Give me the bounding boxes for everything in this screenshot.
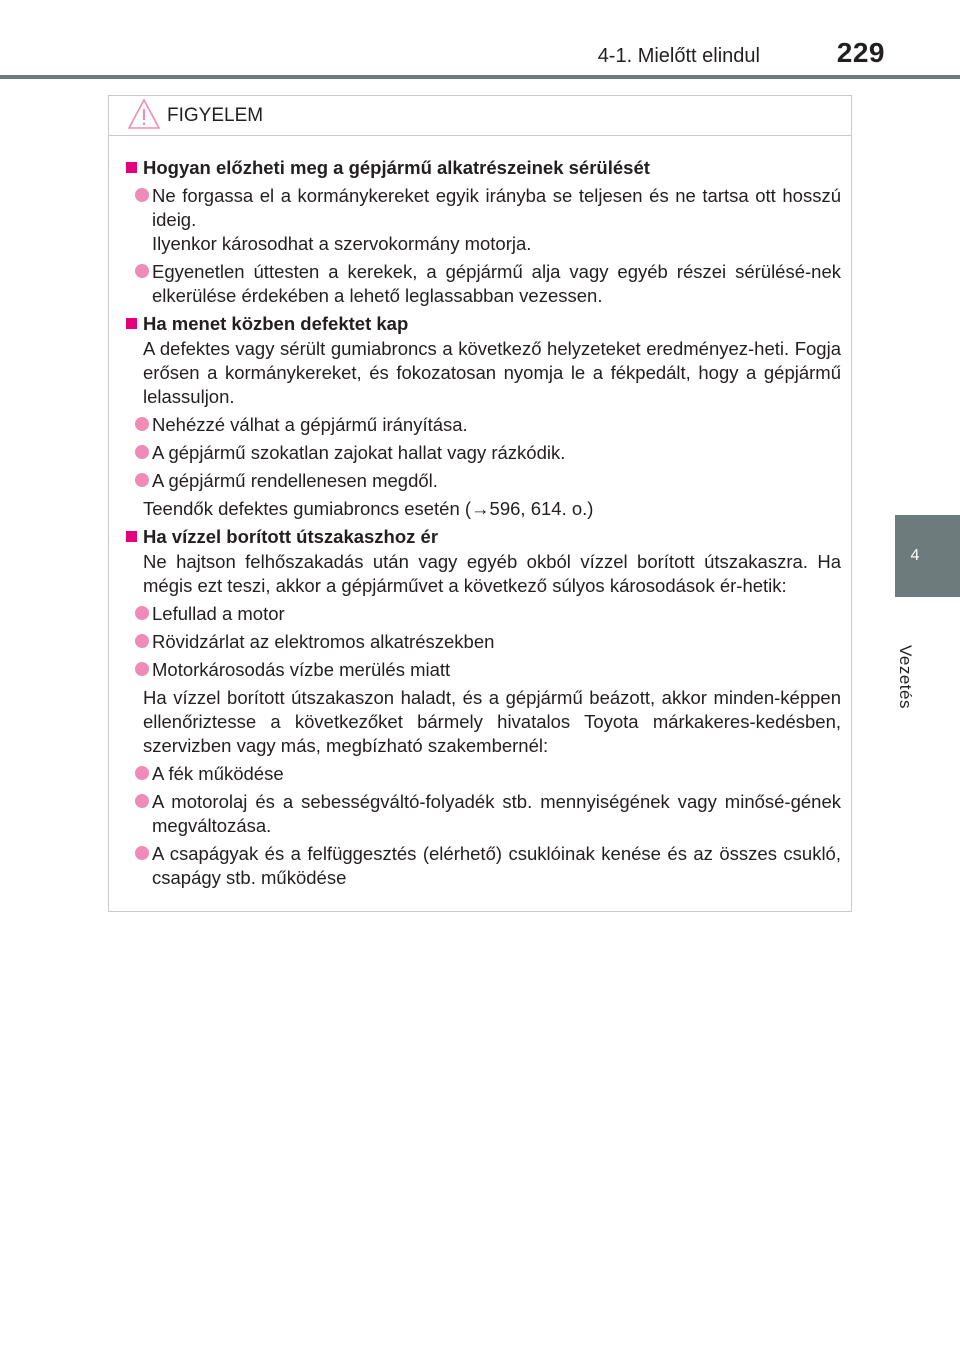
page-number: 229 [836,37,885,68]
list-item: A fék működése [126,762,841,786]
paragraph: Ha vízzel borított útszakaszon haladt, és a gépjármű beázott, akkor minden-képpen ellenőriztesse a következőket bármely hivatalos Toyota márkakeres-kedésben, szervizben vagy más, megbízható szakembernél: [143,687,841,756]
paragraph: Teendők defektes gumiabroncs esetén (→596, 614. o.) [143,498,594,519]
square-bullet-icon [126,318,137,329]
list-item: A gépjármű rendellenesen megdől. [126,469,841,493]
section-heading: Ha vízzel borított útszakaszhoz ér [126,525,841,549]
list-item: Ne forgassa el a kormánykereket egyik irányba se teljesen és ne tartsa ott hosszú ideig. Ilyenkor károsodhat a szervokormány motorja. [126,184,841,256]
list-item: A motorolaj és a sebességváltó-folyadék stb. mennyiségének vagy minősé-gének megváltozása. [126,790,841,838]
square-bullet-icon [126,531,137,542]
chapter-number: 4 [910,547,920,564]
list-item: A gépjármű szokatlan zajokat hallat vagy rázkódik. [126,441,841,465]
list-item: Motorkárosodás vízbe merülés miatt [126,658,841,682]
warning-triangle-icon [127,98,161,130]
round-bullet-icon [135,766,149,780]
list-item: A csapágyak és a felfüggesztés (elérhető) csuklóinak kenése és az összes csukló, csapágy stb. működése [126,842,841,890]
page-header [0,0,960,80]
paragraph: Ne hajtson felhőszakadás után vagy egyéb okból vízzel borított útszakaszra. Ha mégis ezt teszi, akkor a gépjárművet a következő súlyos károsodások ér-hetik: [143,551,841,596]
chapter-label: Vezetés [896,645,915,709]
round-bullet-icon [135,662,149,676]
list-item-note: Ilyenkor károsodhat a szervokormány motorja. [152,233,532,254]
round-bullet-icon [135,473,149,487]
round-bullet-icon [135,188,149,202]
round-bullet-icon [135,634,149,648]
warning-header [109,96,851,136]
warning-title: FIGYELEM [167,105,264,126]
paragraph: A defektes vagy sérült gumiabroncs a következő helyzeteket eredményez-heti. Fogja erősen a kormánykereket, és fokozatosan nyomja le a fékpedált, hogy a gépjármű lelassuljon. [143,338,841,407]
round-bullet-icon [135,846,149,860]
list-item: Egyenetlen úttesten a kerekek, a gépjármű alja vagy egyéb részei sérülésé-nek elkerülése érdekében a lehető leglassabban vezessen. [126,260,841,308]
round-bullet-icon [135,606,149,620]
section-title: 4-1. Mielőtt elindul [597,45,760,67]
round-bullet-icon [135,794,149,808]
square-bullet-icon [126,162,137,173]
round-bullet-icon [135,445,149,459]
round-bullet-icon [135,264,149,278]
list-item: Rövidzárlat az elektromos alkatrészekben [126,630,841,654]
list-item: Lefullad a motor [126,602,841,626]
warning-box [108,95,852,912]
list-item: Nehézzé válhat a gépjármű irányítása. [126,413,841,437]
header-rule [0,75,960,79]
section-heading: Hogyan előzheti meg a gépjármű alkatrészeinek sérülését [126,156,841,180]
chapter-tab [895,515,960,597]
warning-content [109,154,851,890]
round-bullet-icon [135,417,149,431]
section-heading: Ha menet közben defektet kap [126,312,841,336]
